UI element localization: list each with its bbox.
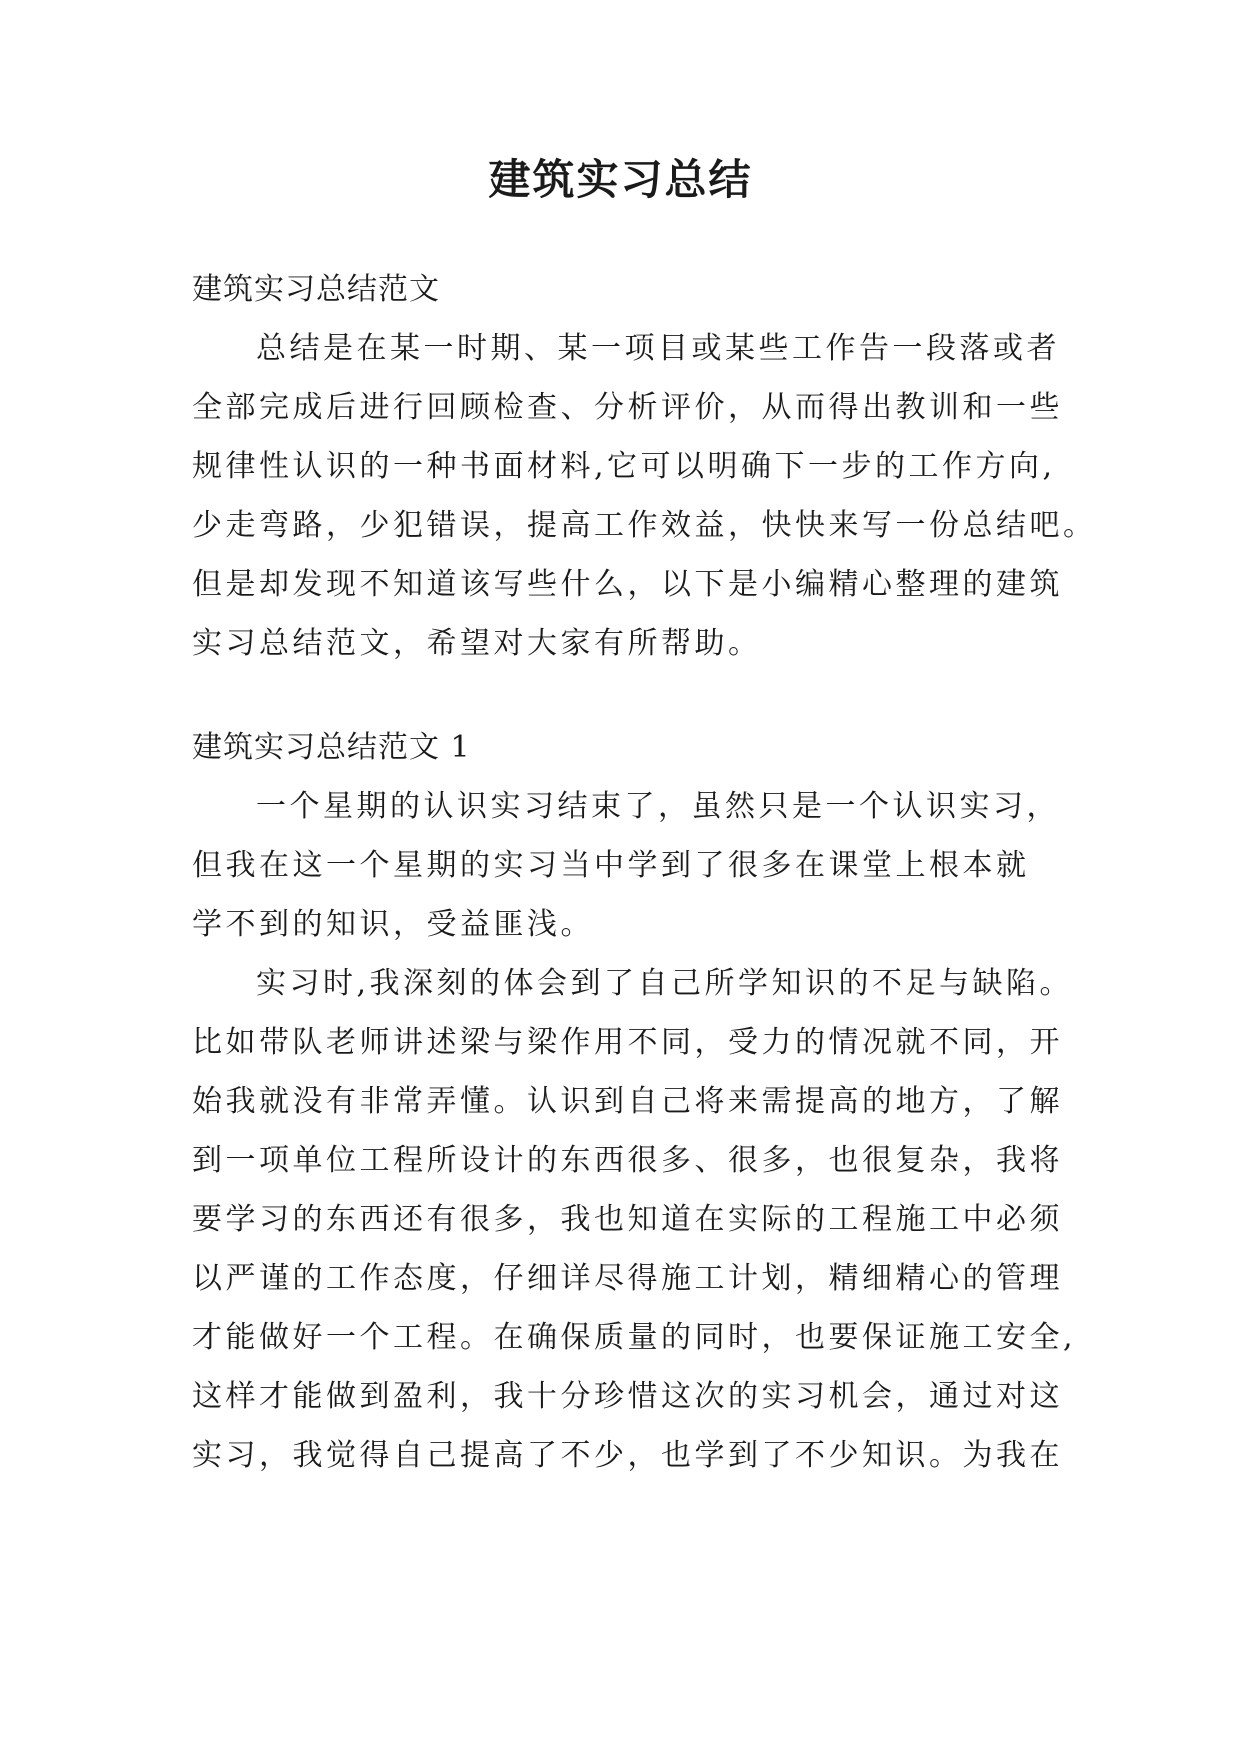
paragraph-line: 总结是在某一时期、某一项目或某些工作告一段落或者 (256, 331, 1060, 366)
paragraph-line: 要学习的东西还有很多，我也知道在实际的工程施工中必须 (192, 1202, 1063, 1237)
paragraph-line: 到一项单位工程所设计的东西很多、很多，也很复杂，我将 (192, 1143, 1063, 1178)
paragraph-line: 以严谨的工作态度，仔细详尽得施工计划，精细精心的管理 (192, 1261, 1063, 1296)
paragraph-line: 但是却发现不知道该写些什么，以下是小编精心整理的建筑 (192, 567, 1063, 602)
intro-section (192, 260, 1097, 673)
paragraph-line: 少走弯路，少犯错误，提高工作效益，快快来写一份总结吧。 (192, 508, 1097, 543)
paragraph-line: 规律性认识的一种书面材料,它可以明确下一步的工作方向, (192, 449, 1056, 484)
section-heading: 建筑实习总结范文 1 (192, 730, 471, 765)
paragraph-line: 全部完成后进行回顾检查、分析评价，从而得出教训和一些 (192, 390, 1063, 425)
paragraph-line: 实习总结范文，希望对大家有所帮助。 (192, 626, 762, 661)
paragraph-line: 始我就没有非常弄懂。认识到自己将来需提高的地方，了解 (192, 1084, 1063, 1119)
section-heading: 建筑实习总结范文 (192, 272, 440, 307)
paragraph-line: 但我在这一个星期的实习当中学到了很多在课堂上根本就 (192, 848, 1030, 883)
document-title: 建筑实习总结 (488, 155, 753, 204)
essay-1-section (192, 718, 1077, 1485)
paragraph-line: 实习，我觉得自己提高了不少，也学到了不少知识。为我在 (192, 1438, 1063, 1473)
paragraph-line: 这样才能做到盈利，我十分珍惜这次的实习机会，通过对这 (192, 1379, 1063, 1414)
paragraph-line: 才能做好一个工程。在确保质量的同时，也要保证施工安全, (192, 1320, 1077, 1355)
paragraph-line: 比如带队老师讲述梁与梁作用不同，受力的情况就不同，开 (192, 1025, 1063, 1060)
paragraph-line: 一个星期的认识实习结束了，虽然只是一个认识实习， (256, 789, 1060, 824)
paragraph-line: 实习时,我深刻的体会到了自己所学知识的不足与缺陷。 (256, 966, 1074, 1001)
paragraph-line: 学不到的知识，受益匪浅。 (192, 907, 594, 942)
